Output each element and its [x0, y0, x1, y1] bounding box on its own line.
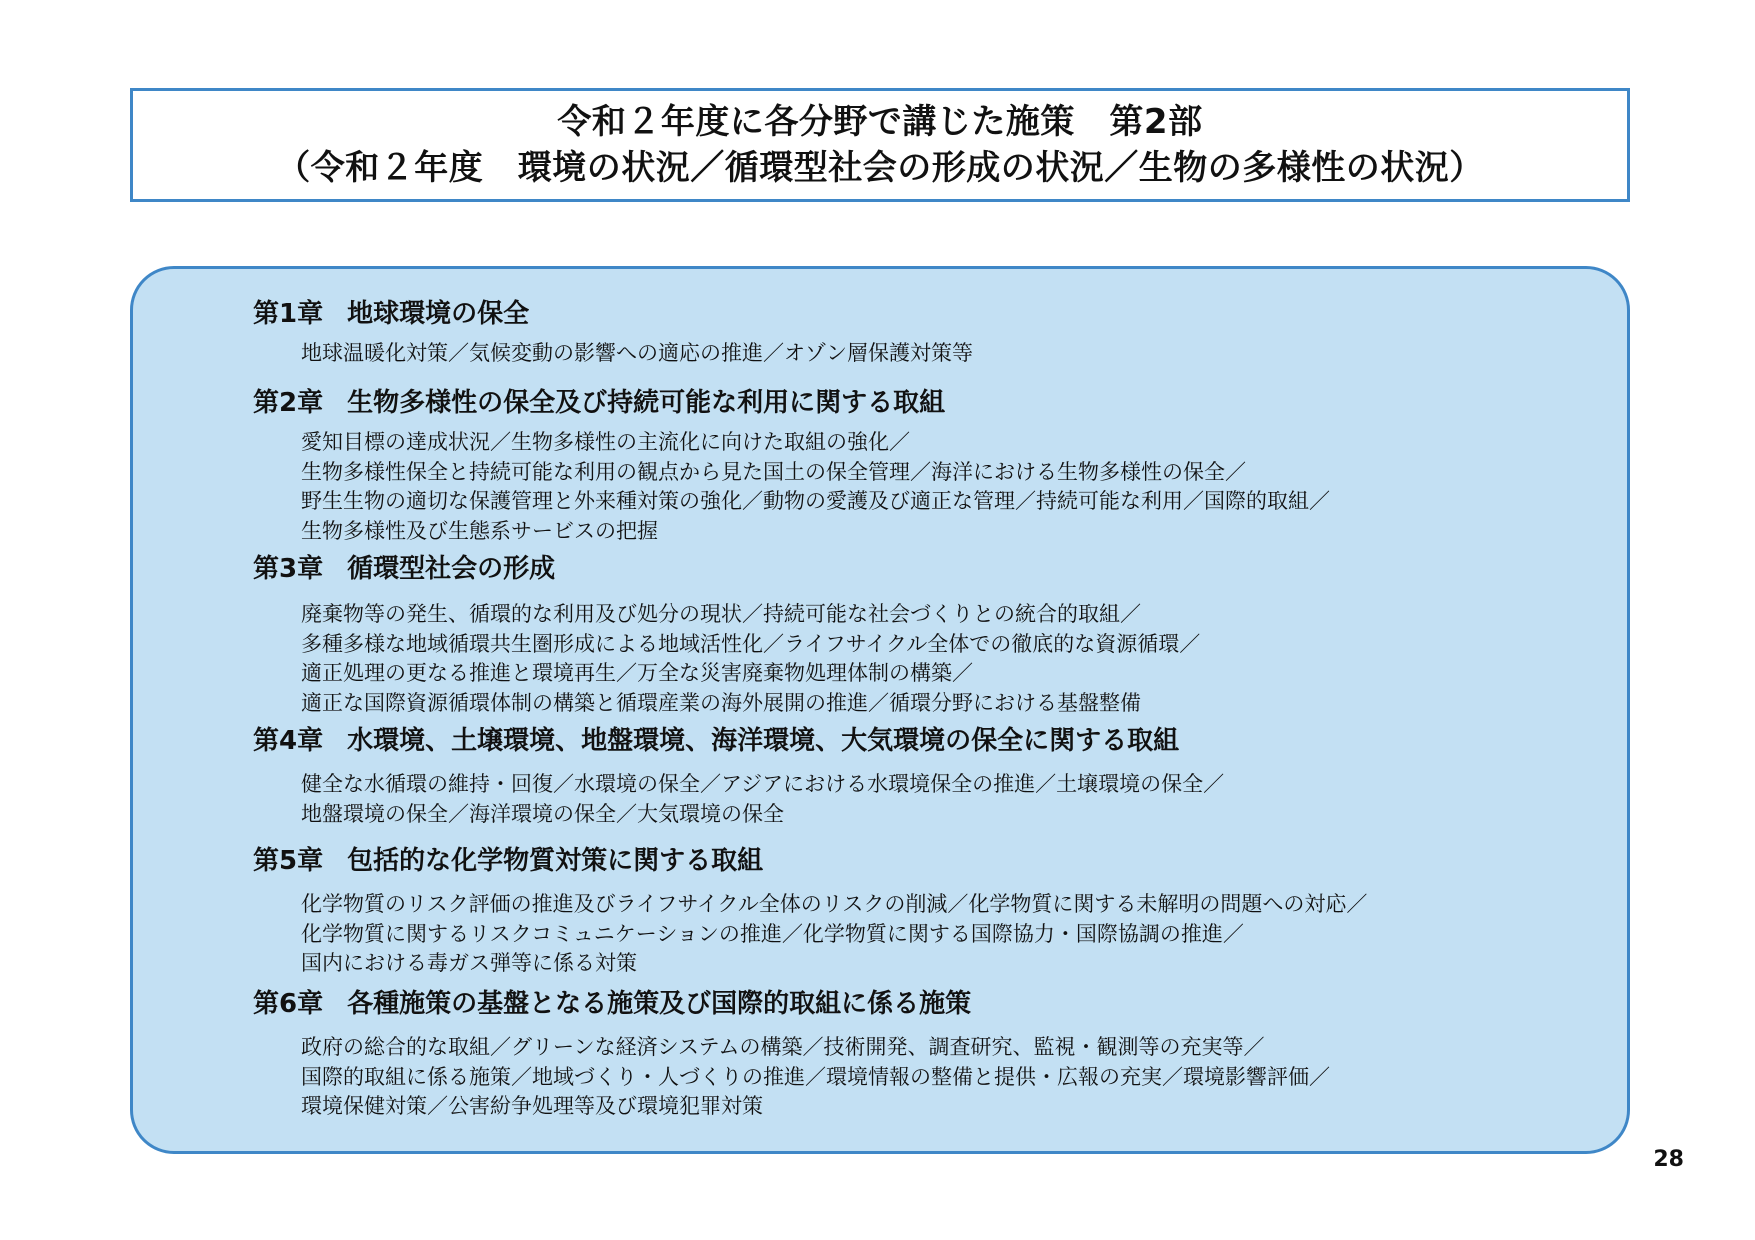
- page-number: 28: [1653, 1147, 1684, 1172]
- page-title-box: [130, 88, 1630, 202]
- chapter-title: 各種施策の基盤となる施策及び国際的取組に係る施策: [347, 989, 972, 1019]
- chapter-items: [253, 770, 1593, 829]
- chapter-items: [253, 339, 1593, 369]
- chapter-item: 野生生物の適切な保護管理と外来種対策の強化／動物の愛護及び適正な管理／持続可能な利用／国際的取組／: [301, 489, 1330, 513]
- chapter-item: 環境保健対策／公害紛争処理等及び環境犯罪対策: [301, 1094, 763, 1118]
- chapter-list-panel: [130, 266, 1630, 1154]
- chapter-heading: [253, 297, 1593, 331]
- chapter-item: 廃棄物等の発生、循環的な利用及び処分の現状／持続可能な社会づくりとの統合的取組／: [301, 602, 1141, 626]
- chapter-number: 第6章: [253, 989, 324, 1019]
- chapter-item: 地盤環境の保全／海洋環境の保全／大気環境の保全: [301, 801, 784, 826]
- chapter-number: 第1章: [253, 299, 324, 329]
- chapter-title: 包括的な化学物質対策に関する取組: [347, 846, 764, 876]
- chapter-item: 政府の総合的な取組／グリーンな経済システムの構築／技術開発、調査研究、監視・観測等の充実等／: [301, 1035, 1265, 1059]
- chapter-items: [253, 1033, 1593, 1122]
- chapter-items: [253, 600, 1593, 718]
- chapter-item: 生物多様性及び生態系サービスの把握: [301, 518, 658, 543]
- chapter-item: 化学物質のリスク評価の推進及びライフサイクル全体のリスクの削減／化学物質に関する未解明の問題への対応／: [301, 892, 1368, 916]
- chapter-item: 適正な国際資源循環体制の構築と循環産業の海外展開の推進／循環分野における基盤整備: [301, 690, 1141, 715]
- chapter-3: [253, 552, 1593, 718]
- chapter-number: 第4章: [253, 726, 324, 756]
- page-subtitle: （令和２年度 環境の状況／循環型社会の形成の状況／生物の多様性の状況）: [276, 148, 1484, 188]
- chapter-title: 地球環境の保全: [347, 299, 530, 329]
- chapter-item: 国際的取組に係る施策／地域づくり・人づくりの推進／環境情報の整備と提供・広報の充実／環境影響評価／: [301, 1064, 1330, 1089]
- chapter-item: 愛知目標の達成状況／生物多様性の主流化に向けた取組の強化／: [301, 430, 910, 454]
- chapter-1: [253, 297, 1593, 369]
- chapter-heading: [253, 386, 1593, 420]
- chapter-item: 健全な水循環の維持・回復／水環境の保全／アジアにおける水環境保全の推進／土壌環境の保全／: [301, 772, 1225, 796]
- chapter-5: [253, 844, 1593, 979]
- chapter-item: 多種多様な地域循環共生圏形成による地域活性化／ライフサイクル全体での徹底的な資源循環／: [301, 631, 1201, 656]
- chapter-heading: [253, 552, 1593, 586]
- page-title: 令和２年度に各分野で講じた施策 第2部: [557, 102, 1203, 142]
- chapter-item: 国内における毒ガス弾等に係る対策: [301, 951, 637, 975]
- chapter-heading: [253, 844, 1593, 878]
- chapter-6: [253, 987, 1593, 1122]
- chapter-item: 適正処理の更なる推進と環境再生／万全な災害廃棄物処理体制の構築／: [301, 661, 973, 685]
- chapter-heading: [253, 987, 1593, 1021]
- chapter-item: 化学物質に関するリスクコミュニケーションの推進／化学物質に関する国際協力・国際協調の推進／: [301, 921, 1244, 946]
- chapter-number: 第2章: [253, 388, 324, 418]
- chapter-item: 地球温暖化対策／気候変動の影響への適応の推進／オゾン層保護対策等: [301, 341, 973, 365]
- chapter-4: [253, 724, 1593, 829]
- chapter-title: 生物多様性の保全及び持続可能な利用に関する取組: [347, 388, 946, 418]
- chapter-number: 第5章: [253, 846, 324, 876]
- chapter-title: 循環型社会の形成: [347, 554, 556, 584]
- chapter-items: [253, 890, 1593, 979]
- chapter-title: 水環境、土壌環境、地盤環境、海洋環境、大気環境の保全に関する取組: [347, 726, 1180, 756]
- chapter-items: [253, 428, 1593, 546]
- chapter-item: 生物多様性保全と持続可能な利用の観点から見た国土の保全管理／海洋における生物多様性の保全／: [301, 459, 1246, 484]
- chapter-heading: [253, 724, 1593, 758]
- chapter-number: 第3章: [253, 554, 324, 584]
- chapter-2: [253, 386, 1593, 546]
